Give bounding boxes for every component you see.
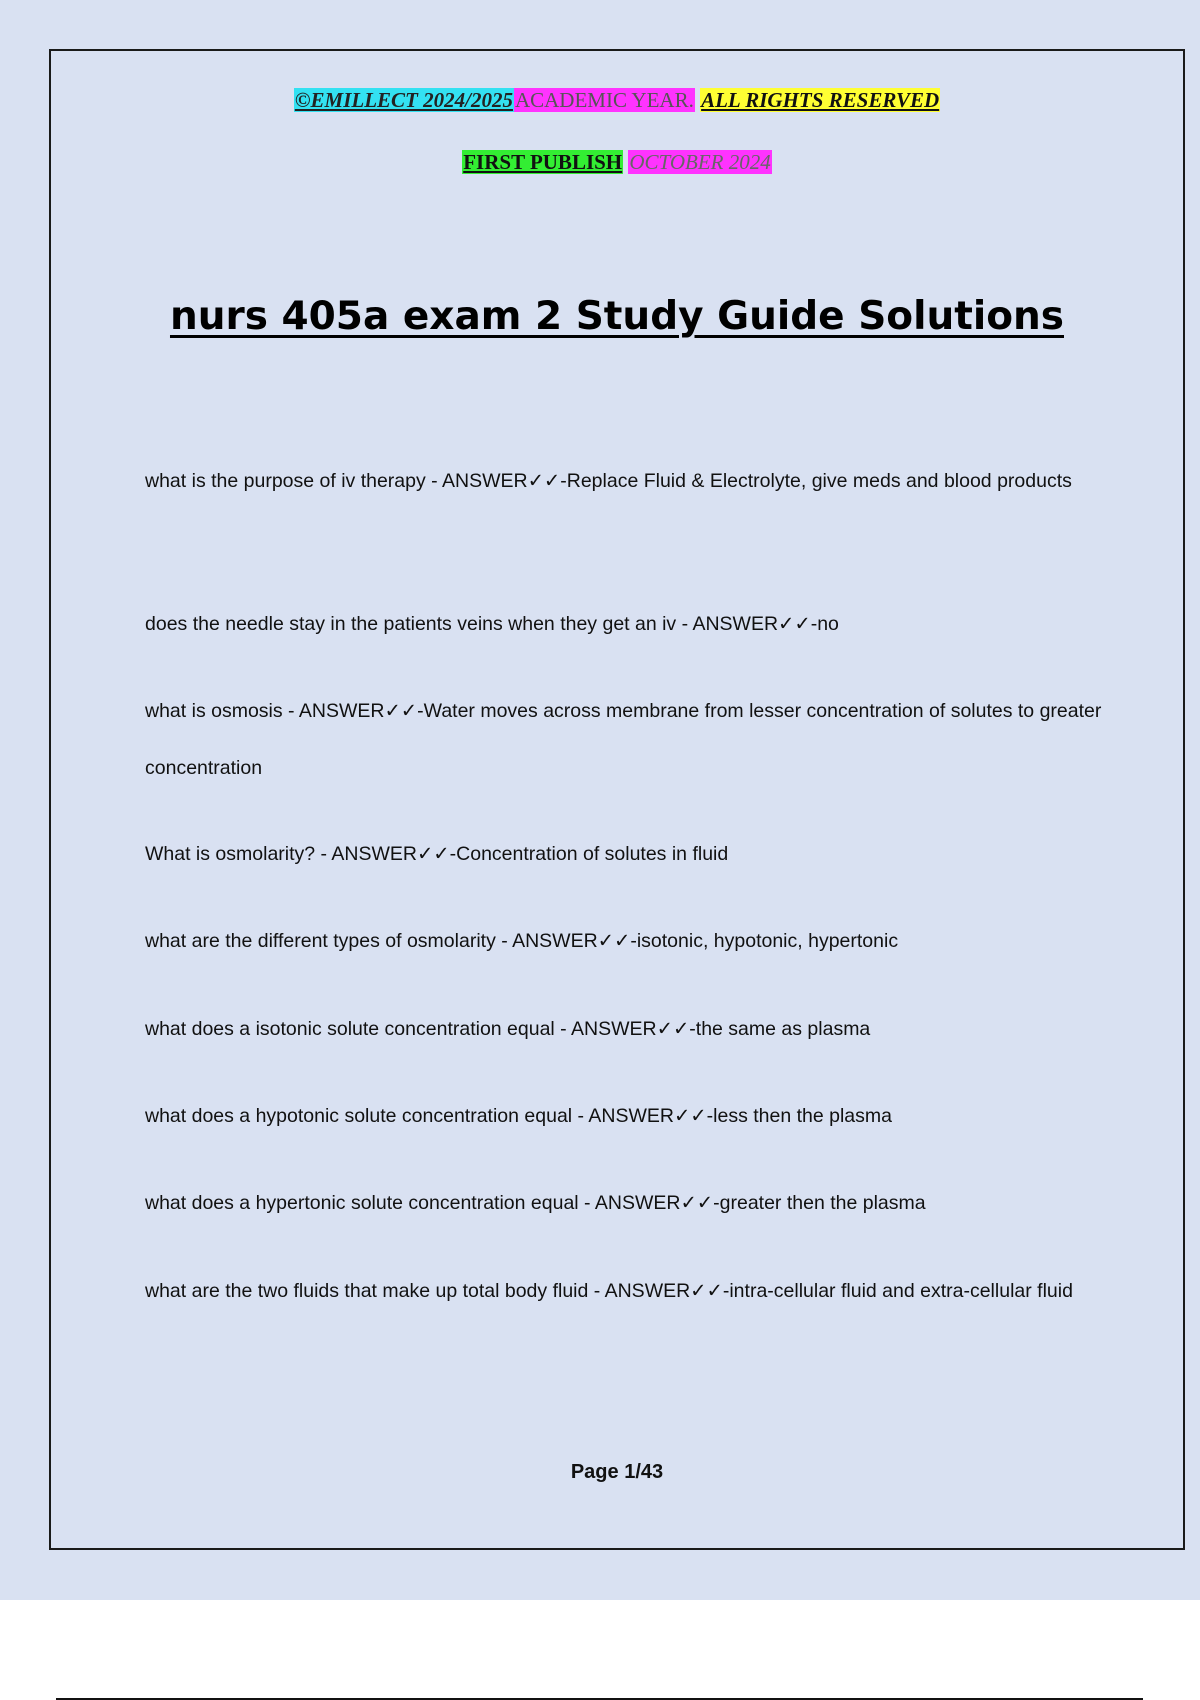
document-title: nurs 405a exam 2 Study Guide Solutions bbox=[169, 294, 1064, 339]
qa-item: what is osmosis - ANSWER✓✓-Water moves across membrane from lesser concentration of solutes to greater concentration bbox=[145, 700, 1102, 779]
rights-reserved-text: ALL RIGHTS RESERVED bbox=[701, 88, 940, 112]
qa-item: what does a hypotonic solute concentration equal - ANSWER✓✓-less then the plasma bbox=[145, 1105, 892, 1127]
qa-item: what does a isotonic solute concentration equal - ANSWER✓✓-the same as plasma bbox=[145, 1018, 871, 1040]
academic-year-text: ACADEMIC YEAR. bbox=[514, 88, 694, 112]
first-publish-text: FIRST PUBLISH bbox=[463, 150, 623, 174]
qa-item: what does a hypertonic solute concentration equal - ANSWER✓✓-greater then the plasma bbox=[145, 1192, 926, 1214]
publish-header bbox=[51, 149, 1183, 175]
copyright-text: ©EMILLECT 2024/2025 bbox=[294, 88, 513, 112]
qa-item: does the needle stay in the patients veins when they get an iv - ANSWER✓✓-no bbox=[145, 613, 839, 635]
copyright-header bbox=[51, 87, 1183, 113]
page-number: Page 1/43 bbox=[570, 1461, 664, 1483]
qa-item: what are the different types of osmolarity - ANSWER✓✓-isotonic, hypotonic, hypertonic bbox=[145, 930, 899, 952]
publish-date-text: OCTOBER 2024 bbox=[629, 150, 771, 174]
qa-item: what are the two fluids that make up total body fluid - ANSWER✓✓-intra-cellular fluid and extra-cellular fluid bbox=[145, 1280, 1073, 1302]
qa-item: What is osmolarity? - ANSWER✓✓-Concentration of solutes in fluid bbox=[145, 843, 729, 865]
qa-item: what is the purpose of iv therapy - ANSWER✓✓-Replace Fluid & Electrolyte, give meds and blood products bbox=[145, 470, 1072, 492]
page-border bbox=[49, 49, 1185, 1550]
